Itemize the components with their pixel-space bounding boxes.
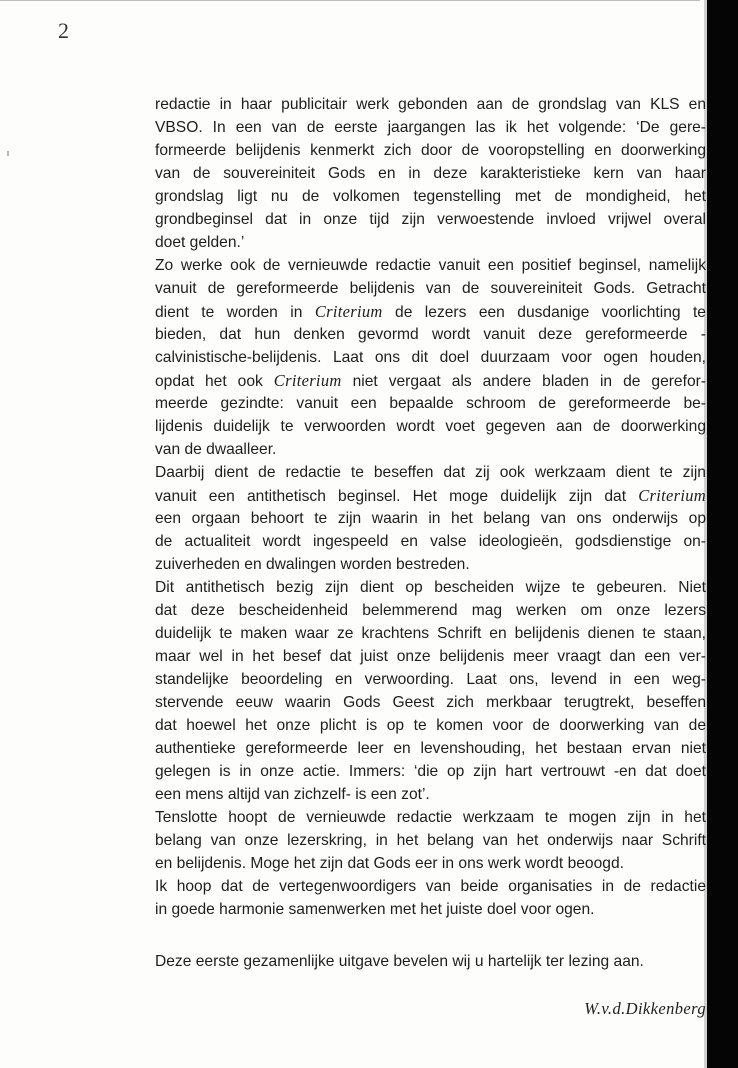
top-rule — [0, 0, 700, 1]
text-segment: dient te worden in — [155, 304, 315, 321]
text-line: van de souvereiniteit Gods en in deze karakteristieke kern van haar — [155, 165, 706, 182]
text-line: zuiverheden en dwalingen worden bestreden. — [155, 556, 470, 573]
journal-title: Criterium — [273, 371, 342, 390]
text-line — [155, 369, 706, 392]
text-line: dat hoewel het onze plicht is op te komen voor de doorwerking van de — [155, 717, 706, 734]
text-line: VBSO. In een van de eerste jaargangen las ik het volgende: ‘De gere- — [155, 119, 706, 136]
text-line: formeerde belijdenis kenmerkt zich door de vooropstelling en doorwerking — [155, 142, 706, 159]
text-line: redactie in haar publicitair werk gebonden aan de grondslag van KLS en — [155, 96, 706, 113]
text-line — [155, 300, 706, 323]
signature: W.v.d.Dikkenberg — [584, 999, 706, 1018]
text-line: lijdenis duidelijk te verwoorden wordt voet gegeven aan de doorwerking — [155, 418, 706, 435]
text-line: doet gelden.’ — [155, 234, 245, 251]
text-line: bieden, dat hun denken gevormd wordt vanuit deze gereformeerde - — [155, 326, 706, 343]
paragraph-gap — [155, 921, 706, 950]
text-line: in goede harmonie samenwerken met het juiste doel voor ogen. — [155, 901, 595, 918]
text-line: van de dwaalleer. — [155, 441, 277, 458]
text-line: een orgaan behoort te zijn waarin in het belang van ons onderwijs op — [155, 510, 706, 527]
text-line: Zo werke ook de vernieuwde redactie vanuit een positief beginsel, namelijk — [155, 257, 706, 274]
body-text — [155, 93, 706, 1033]
text-line: de actualiteit wordt ingespeeld en valse ideologieën, godsdienstige on- — [155, 533, 706, 550]
text-line: gelegen is in onze actie. Immers: ‘die op zijn hart vertrouwt -en dat doet — [155, 763, 706, 780]
text-line: dat deze bescheidenheid belemmerend mag werken om onze lezers — [155, 602, 706, 619]
text-line: stervende eeuw waarin Gods Geest zich merkbaar terugtrekt, beseffen — [155, 694, 706, 711]
text-line — [155, 484, 706, 507]
text-line: vanuit de gereformeerde belijdenis van de souvereiniteit Gods. Getracht — [155, 280, 706, 297]
text-line: Dit antithetisch bezig zijn dient op bescheiden wijze te gebeuren. Niet — [155, 579, 706, 596]
text-segment: vanuit een antithetisch beginsel. Het moge duidelijk zijn dat — [155, 488, 639, 505]
text-line: calvinistische-belijdenis. Laat ons dit doel duurzaam voor ogen houden, — [155, 349, 706, 366]
text-line: standelijke beoordeling en verwoording. Laat ons, levend in een weg- — [155, 671, 706, 688]
text-line: en belijdenis. Moge het zijn dat Gods eer in ons werk wordt beoogd. — [155, 855, 624, 872]
text-line: meerde gezindte: vanuit een bepaalde schroom de gereformeerde be- — [155, 395, 706, 412]
margin-mark — [7, 151, 9, 156]
text-line: een mens altijd van zichzelf- is een zot’. — [155, 786, 430, 803]
text-line: Daarbij dient de redactie te beseffen dat zij ook werkzaam dient te zijn — [155, 464, 706, 481]
text-segment: opdat het ook — [155, 373, 274, 390]
text-line: grondbeginsel dat in onze tijd zijn verwoestende invloed vrijwel overal — [155, 211, 706, 228]
scan-edge-border — [707, 0, 738, 1068]
text-line: Tenslotte hoopt de vernieuwde redactie werkzaam te mogen zijn in het — [155, 809, 706, 826]
journal-title: Criterium — [314, 302, 383, 321]
page-number: 2 — [58, 18, 69, 43]
signature-block — [155, 973, 706, 1033]
closing-line: Deze eerste gezamenlijke uitgave bevelen wij u hartelijk ter lezing aan. — [155, 953, 644, 970]
text-segment: de lezers een dusdanige voorlichting te — [382, 304, 706, 321]
text-line: maar wel in het besef dat juist onze belijdenis meer vraagt dan een ver- — [155, 648, 706, 665]
text-line: Ik hoop dat de vertegenwoordigers van beide organisaties in de redactie — [155, 878, 706, 895]
text-line: belang van onze lezerskring, in het belang van het onderwijs naar Schrift — [155, 832, 706, 849]
journal-title: Criterium — [638, 486, 706, 505]
text-line: authentieke gereformeerde leer en levenshouding, het bestaan ervan niet — [155, 740, 706, 757]
text-segment: niet vergaat als andere bladen in de gerefor- — [341, 373, 706, 390]
text-line: duidelijk te maken waar ze krachtens Schrift en belijdenis dienen te staan, — [155, 625, 706, 642]
text-line: grondslag ligt nu de volkomen tegenstelling met de mondigheid, het — [155, 188, 706, 205]
